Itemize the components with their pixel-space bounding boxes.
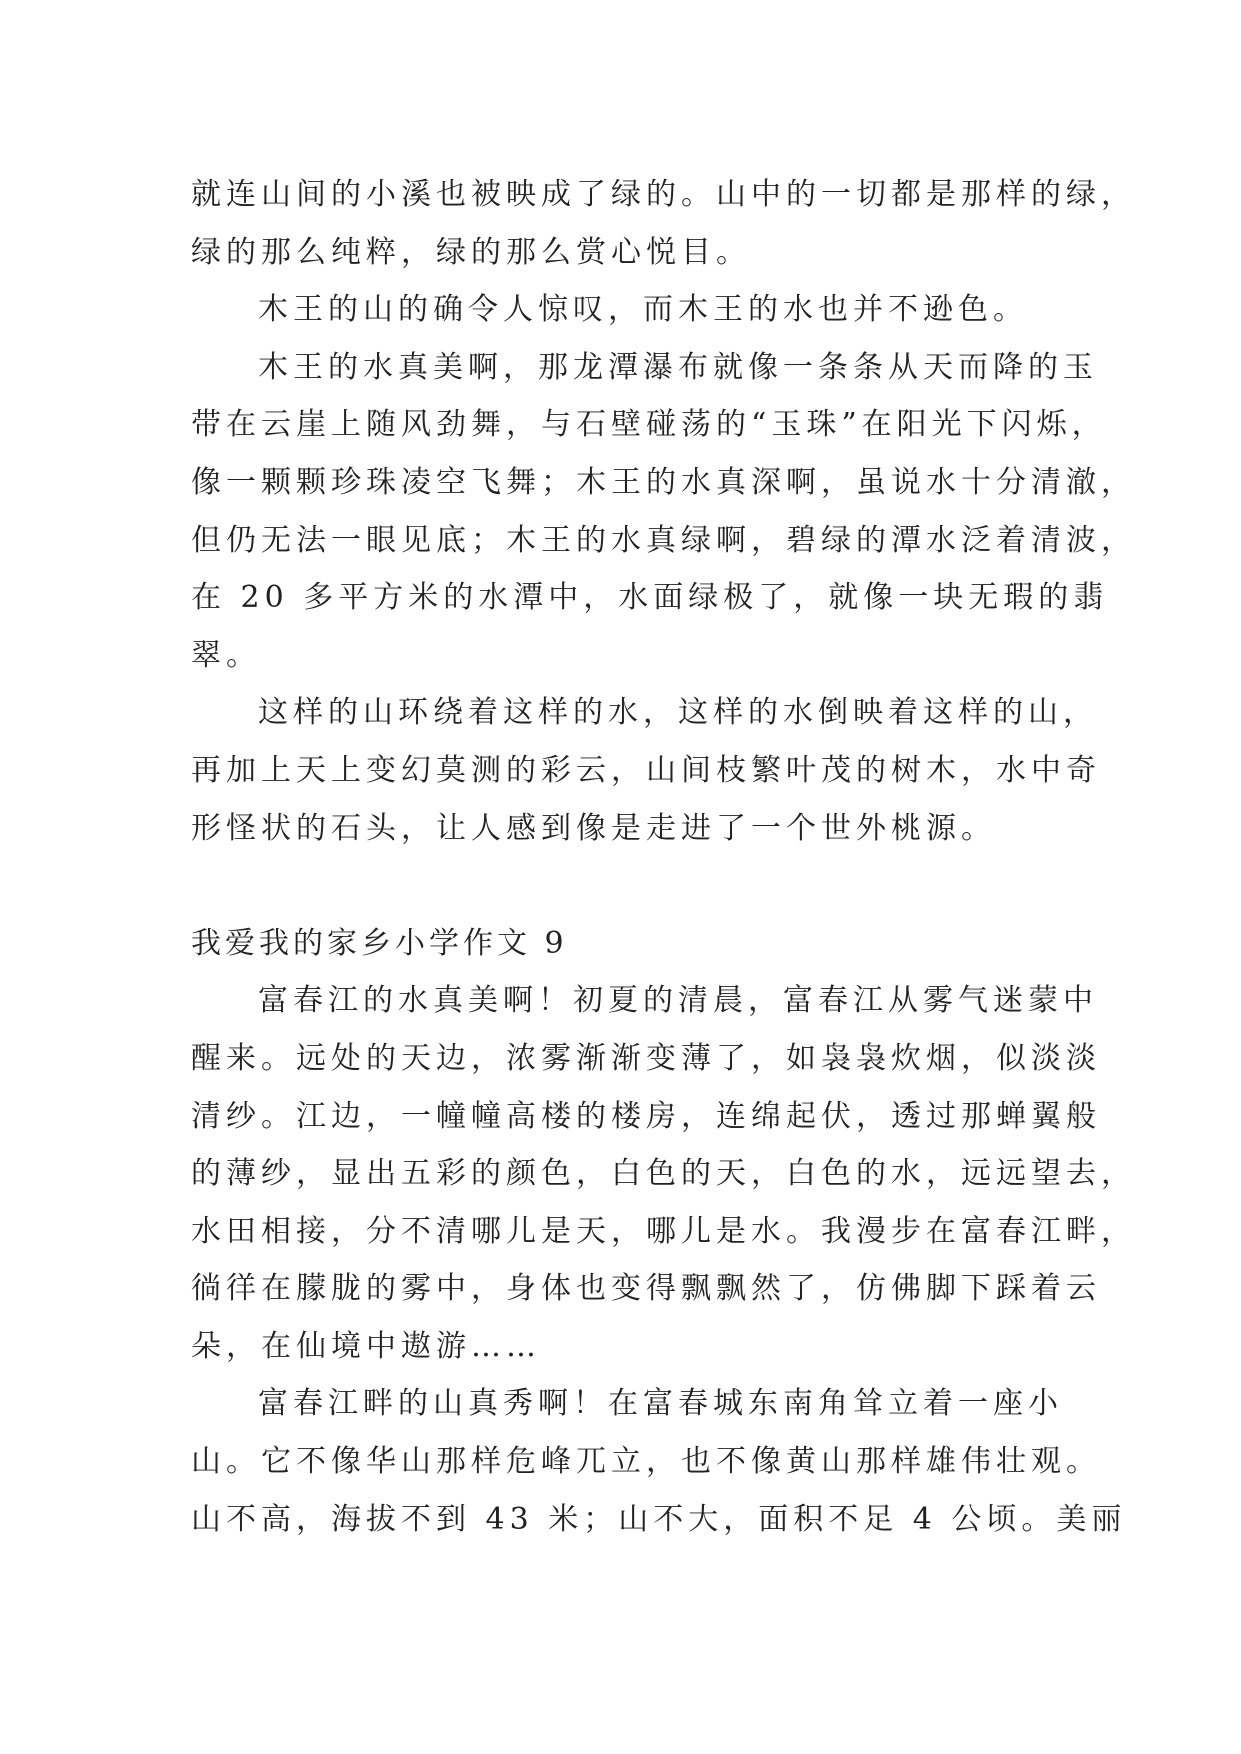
section-gap (191, 857, 1071, 915)
paragraph-start-line: 木王的水真美啊，那龙潭瀑布就像一条条从天而降的玉 (258, 349, 1098, 385)
text-line: 但仍无法一眼见底；木王的水真绿啊，碧绿的潭水泛着清波， (191, 522, 1136, 558)
text-line: 水田相接，分不清哪儿是天，哪儿是水。我漫步在富春江畔， (191, 1213, 1136, 1249)
paragraph-start-line: 富春江畔的山真秀啊！在富春城东南角耸立着一座小 (258, 1386, 1063, 1422)
text-line: 山。它不像华山那样危峰兀立，也不像黄山那样雄伟壮观。 (191, 1444, 1101, 1480)
text-line: 山不高，海拔不到 43 米；山不大，面积不足 4 公顷。美丽 (191, 1501, 1127, 1537)
text-line: 醒来。远处的天边，浓雾渐渐变薄了，如袅袅炊烟，似淡淡 (191, 1040, 1101, 1076)
text-line: 徜徉在朦胧的雾中，身体也变得飘飘然了，仿佛脚下踩着云 (191, 1271, 1101, 1307)
text-line: 形怪状的石头，让人感到像是走进了一个世外桃源。 (191, 810, 996, 846)
text-line: 就连山间的小溪也被映成了绿的。山中的一切都是那样的绿， (191, 177, 1136, 212)
text-line: 翠。 (191, 637, 261, 673)
text-line: 再加上天上变幻莫测的彩云，山间枝繁叶茂的树木，水中奇 (191, 752, 1101, 788)
paragraph-start-line: 这样的山环绕着这样的水，这样的水倒映着这样的山， (258, 695, 1098, 731)
text-line: 清纱。江边，一幢幢高楼的楼房，连绵起伏，透过那蝉翼般 (191, 1098, 1101, 1134)
text-line: 带在云崖上随风劲舞，与石壁碰荡的“玉珠”在阳光下闪烁， (191, 407, 1107, 443)
text-line: 的薄纱，显出五彩的颜色，白色的天，白色的水，远远望去， (191, 1156, 1136, 1192)
text-line: 在 20 多平方米的水潭中，水面绿极了，就像一块无瑕的翡 (191, 580, 1109, 616)
paragraph-start-line: 富春江的水真美啊！初夏的清晨，富春江从雾气迷蒙中 (258, 983, 1098, 1019)
text-line: 绿的那么纯粹，绿的那么赏心悦目。 (191, 234, 751, 270)
text-line: 朵，在仙境中遨游…… (191, 1328, 541, 1364)
text-line: 像一颗颗珍珠凌空飞舞；木王的水真深啊，虽说水十分清澈， (191, 464, 1136, 500)
paragraph-start-line: 木王的山的确令人惊叹，而木王的水也并不逊色。 (258, 292, 1028, 328)
section-heading: 我爱我的家乡小学作文 9 (191, 925, 568, 961)
article-text (191, 166, 1136, 1548)
